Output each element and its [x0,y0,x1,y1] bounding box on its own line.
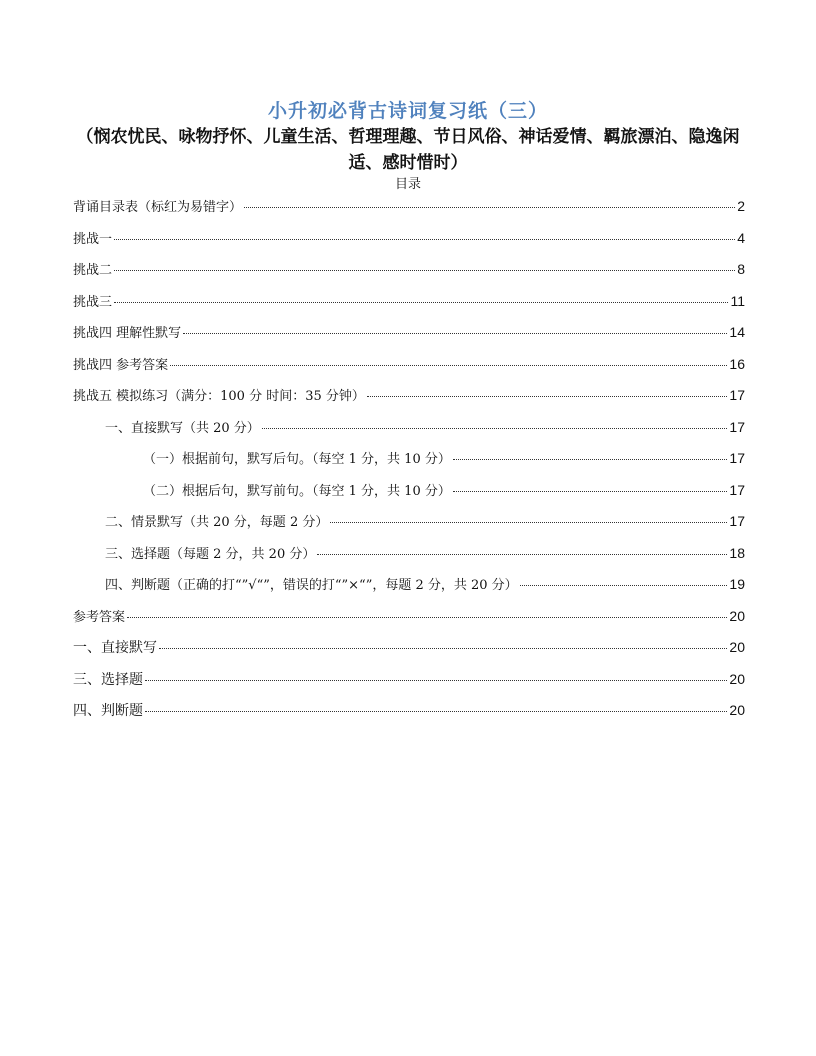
toc-entry-label: 一、直接默写（共 20 分） [105,420,260,436]
toc-page-number: 11 [730,292,745,309]
toc-page-number: 19 [729,576,745,592]
toc-page-number: 2 [737,198,745,214]
toc-leader-dots [170,365,727,366]
toc-page-number: 14 [729,324,745,340]
document-subtitle: （悯农忧民、咏物抒怀、儿童生活、哲理理趣、节日风俗、神话爱情、羁旅漂泊、隐逸闲适、感时惜时） [76,127,740,173]
toc-entry[interactable] [73,448,745,480]
toc-entry[interactable] [73,511,745,543]
toc-leader-dots [114,239,735,240]
toc-leader-dots [262,428,728,429]
toc-leader-dots [317,554,727,555]
toc-page-number: 17 [729,418,745,435]
toc-leader-dots [145,680,727,681]
toc-entry[interactable] [73,700,745,732]
toc-leader-dots [183,333,727,334]
toc-page-number: 17 [729,450,745,466]
toc-leader-dots [367,396,728,397]
table-of-contents [73,196,745,732]
toc-leader-dots [453,491,728,492]
toc-entry[interactable] [73,574,745,606]
toc-page-number: 17 [729,481,745,498]
toc-entry-label: 挑战五 模拟练习（满分：100 分 时间：35 分钟） [73,389,365,404]
toc-entry[interactable] [73,196,745,228]
toc-entry[interactable] [73,259,745,291]
toc-page-number: 18 [729,544,745,561]
toc-entry[interactable] [73,606,745,638]
toc-entry-label: 一、直接默写 [73,640,157,656]
toc-entry-label: 四、判断题 [73,703,143,719]
toc-leader-dots [145,711,727,712]
toc-leader-dots [127,617,727,618]
toc-page-number: 4 [737,229,745,246]
toc-heading: 目录 [394,177,421,192]
toc-entry-label: 挑战一 [73,231,113,247]
toc-leader-dots [114,270,735,271]
toc-entry[interactable] [73,480,745,512]
toc-entry-label: 四、判断题（正确的打“”√“”，错误的打“”×“”，每题 2 分，共 20 分） [105,578,518,593]
toc-entry-label: 挑战二 [73,263,113,278]
toc-entry-label: 挑战四 理解性默写 [73,326,182,341]
toc-entry-label: 挑战四 参考答案 [73,357,169,373]
toc-entry[interactable] [73,417,745,449]
toc-entry-label: 三、选择题（每题 2 分，共 20 分） [105,546,316,562]
toc-page-number: 17 [729,513,745,529]
toc-page-number: 16 [729,355,745,372]
toc-entry-label: （二）根据后句，默写前句。（每空 1 分，共 10 分） [143,483,451,499]
toc-entry-label: 挑战三 [73,294,113,310]
toc-leader-dots [244,207,735,208]
toc-entry-label: 三、选择题 [73,671,143,688]
toc-entry[interactable] [73,637,745,669]
toc-entry-label: （一）根据前句，默写后句。（每空 1 分，共 10 分） [143,452,451,467]
toc-leader-dots [330,522,727,523]
toc-entry[interactable] [73,291,745,323]
toc-entry[interactable] [73,669,745,701]
toc-leader-dots [159,648,727,649]
toc-entry[interactable] [73,354,745,386]
toc-page-number: 20 [729,639,745,655]
toc-page-number: 20 [729,607,745,624]
toc-page-number: 8 [737,261,745,277]
toc-entry-label: 二、情景默写（共 20 分，每题 2 分） [105,515,329,530]
toc-entry[interactable] [73,543,745,575]
toc-entry-label: 参考答案 [73,609,126,625]
toc-page-number: 20 [729,702,745,718]
toc-entry[interactable] [73,228,745,260]
toc-entry[interactable] [73,322,745,354]
toc-page-number: 20 [729,670,745,687]
toc-leader-dots [114,302,728,303]
toc-page-number: 17 [729,387,745,403]
document-title: 小升初必背古诗词复习纸（三） [267,100,548,122]
toc-leader-dots [453,459,728,460]
toc-leader-dots [520,585,728,586]
toc-entry-label: 背诵目录表（标红为易错字） [73,200,243,215]
toc-entry[interactable] [73,385,745,417]
